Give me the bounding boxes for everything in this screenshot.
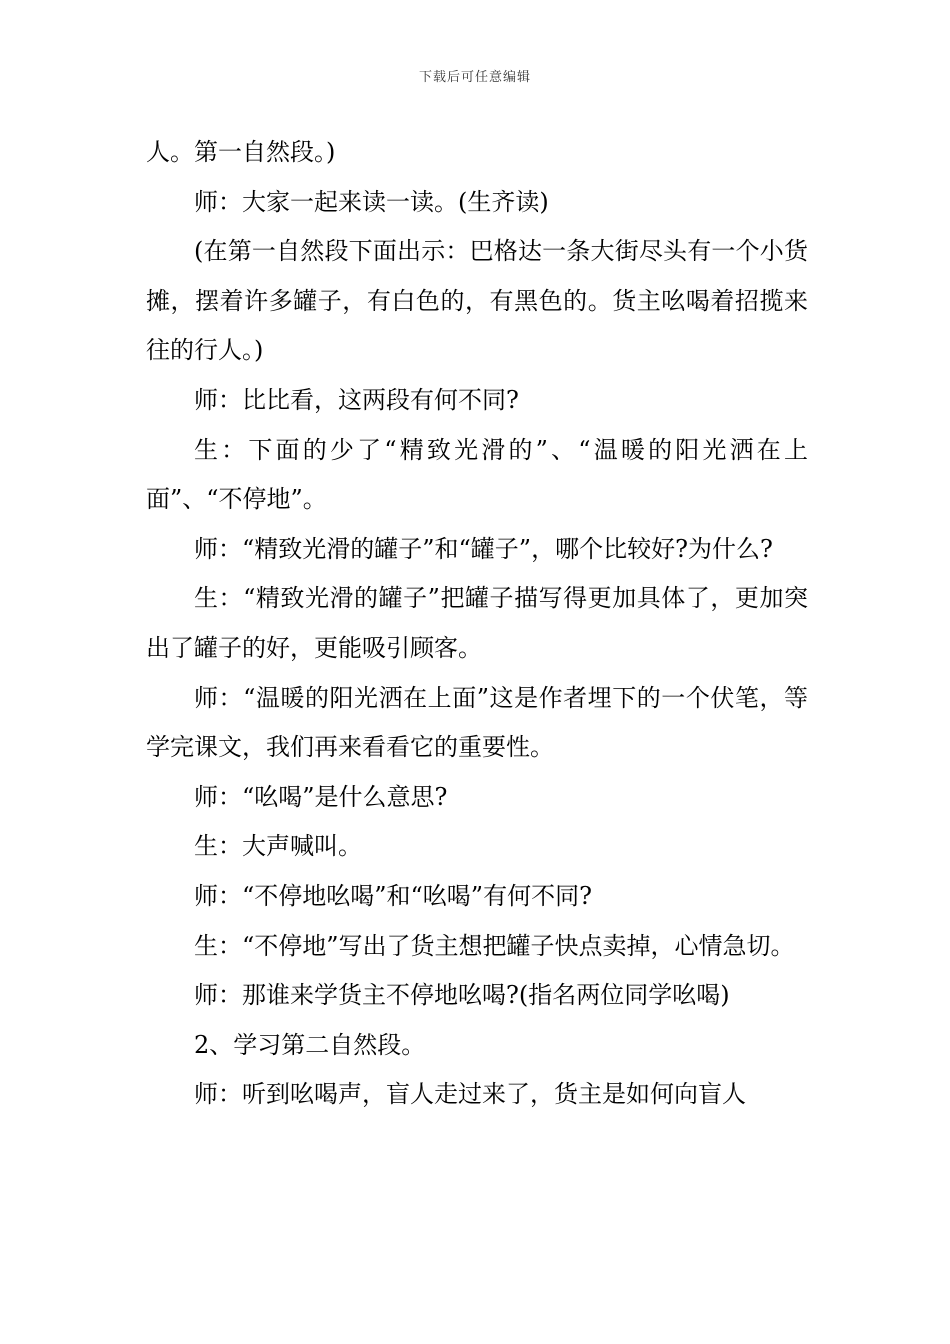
paragraph: 师：大家一起来读一读。(生齐读) (194, 187, 549, 216)
paragraph: 师：“吆喝”是什么意思? (194, 782, 448, 811)
paragraph: 师：“温暖的阳光洒在上面”这是作者埋下的一个伏笔，等学完课文，我们再来看看它的重要性。 (146, 683, 808, 762)
paragraph: 师：那谁来学货主不停地吆喝?(指名两位同学吆喝) (194, 981, 730, 1010)
document-body (146, 128, 808, 1120)
paragraph: 生：“不停地”写出了货主想把罐子快点卖掉，心情急切。 (194, 931, 795, 960)
paragraph: 师：“精致光滑的罐子”和“罐子”，哪个比较好?为什么? (194, 534, 773, 563)
page-header: 下载后可任意编辑 (418, 70, 531, 85)
paragraph: 师：比比看，这两段有何不同? (194, 385, 519, 414)
paragraph: 生：下面的少了“精致光滑的”、“温暖的阳光洒在上面”、“不停地”。 (146, 435, 808, 514)
paragraph: 人。第一自然段。) (146, 138, 336, 166)
paragraph: 师：“不停地吆喝”和“吆喝”有何不同? (194, 881, 592, 910)
paragraph: 2、学习第二自然段。 (194, 1030, 426, 1059)
paragraph: 生：“精致光滑的罐子”把罐子描写得更加具体了，更加突出了罐子的好，更能吸引顾客。 (146, 584, 808, 662)
paragraph: 师：听到吆喝声，盲人走过来了，货主是如何向盲人 (194, 1080, 746, 1109)
paragraph: (在第一自然段下面出示：巴格达一条大街尽头有一个小货摊，摆着许多罐子，有白色的，有黑色的。货主吆喝着招揽来往的行人。) (146, 237, 808, 365)
paragraph: 生：大声喊叫。 (194, 832, 362, 861)
